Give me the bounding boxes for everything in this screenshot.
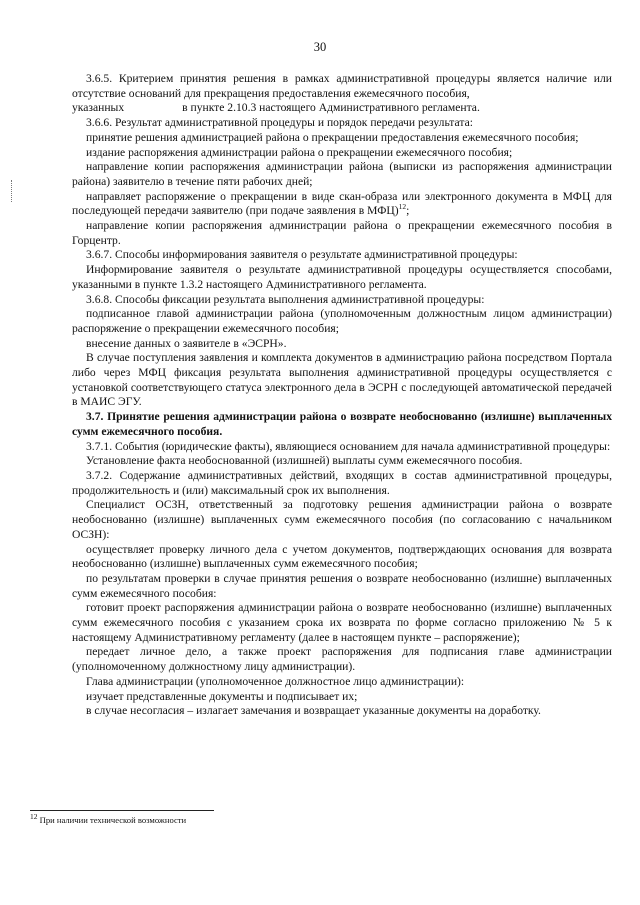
paragraph: в случае несогласия – излагает замечания и возвращает указанные документы на доработку. bbox=[86, 704, 541, 718]
paragraph bbox=[72, 190, 612, 219]
paragraph: 3.6.5. Критерием принятия решения в рамках административной процедуры является наличие или отсутствие оснований для прекращения предоставления ежемесячного пособия, bbox=[72, 72, 612, 100]
footnote bbox=[30, 812, 187, 826]
paragraph: Информирование заявителя о результате административной процедуры осуществляется способами, указанными в пункте 1.3.2 настоящего Административного регламента. bbox=[72, 263, 612, 291]
paragraph: 3.7.1. События (юридические факты), являющиеся основанием для начала административной процедуры: bbox=[86, 439, 611, 453]
paragraph: внесение данных о заявителе в «ЭСРН». bbox=[86, 336, 287, 350]
paragraph-text: в пункте 2.10.3 настоящего Административного регламента. bbox=[182, 101, 480, 115]
paragraph: 3.6.7. Способы информирования заявителя о результате административной процедуры: bbox=[86, 248, 518, 262]
footnote-ref: 12 bbox=[398, 202, 407, 212]
paragraph-text: ; bbox=[406, 204, 410, 218]
paragraph: готовит проект распоряжения администрации района о возврате необоснованно (излишне) выплаченных сумм ежемесячного пособия с указанием срока их возврата по форме согласно приложению № 5 к настоящему Административному регламенту (далее в настоящем пункте – распоряжение); bbox=[72, 601, 612, 644]
paragraph: подписанное главой администрации района (уполномоченным должностным лицом администрации) распоряжение о прекращении ежемесячного пособия; bbox=[72, 307, 612, 335]
margin-mark bbox=[11, 180, 13, 202]
paragraph: издание распоряжения администрации района о прекращении ежемесячного пособия; bbox=[86, 145, 513, 159]
paragraph: по результатам проверки в случае принятия решения о возврате необоснованно (излишне) выплаченных сумм ежемесячного пособия: bbox=[72, 571, 612, 600]
paragraph: направление копии распоряжения администрации района о прекращении ежемесячного пособия в Горцентр. bbox=[72, 219, 612, 247]
paragraph: принятие решения администрацией района о прекращении предоставления ежемесячного пособия; bbox=[86, 130, 579, 144]
paragraph-text: указанных bbox=[72, 101, 125, 115]
paragraph-text: направляет распоряжение о прекращении в виде скан-образа или электронного документа в МФЦ для последующей передачи заявителю (при подаче заявления в МФЦ) bbox=[72, 189, 612, 218]
paragraph: 3.6.6. Результат административной процедуры и порядок передачи результата: bbox=[86, 116, 473, 130]
paragraph: передает личное дело, а также проект распоряжения для подписания главе администрации (уполномоченному должностному лицу администрации). bbox=[72, 645, 612, 674]
footnote-divider bbox=[30, 810, 214, 811]
footnote-text: При наличии технической возможности bbox=[37, 815, 187, 825]
paragraph: осуществляет проверку личного дела с учетом документов, подтверждающих основания для возврата необоснованно (излишне) выплаченных сумм ежемесячного пособия; bbox=[72, 542, 612, 571]
paragraph: Установление факта необоснованной (излишней) выплаты сумм ежемесячного пособия. bbox=[86, 454, 523, 468]
paragraph: направление копии распоряжения администрации района (выписки из распоряжения администрации района) заявителю в течение пяти рабочих дней; bbox=[72, 160, 612, 188]
section-heading: 3.7. Принятие решения администрации района о возврате необоснованно (излишне) выплаченных сумм ежемесячного пособия. bbox=[72, 410, 612, 438]
paragraph: 3.7.2. Содержание административных действий, входящих в состав административной процедуры, продолжительность и (или) максимальный срок их выполнения. bbox=[72, 468, 612, 497]
document-body bbox=[72, 72, 612, 719]
paragraph: Специалист ОСЗН, ответственный за подготовку решения администрации района о возврате необоснованно (излишне) выплаченных сумм ежемесячного пособия (по согласованию с начальником ОСЗН): bbox=[72, 498, 612, 541]
page-number: 30 bbox=[313, 40, 327, 54]
paragraph bbox=[72, 101, 612, 116]
paragraph: Глава администрации (уполномоченное должностное лицо администрации): bbox=[86, 674, 465, 688]
footnote-marker: 12 bbox=[30, 812, 38, 822]
paragraph: 3.6.8. Способы фиксации результата выполнения административной процедуры: bbox=[86, 292, 485, 306]
paragraph: В случае поступления заявления и комплекта документов в администрацию района посредством Портала либо через МФЦ фиксация результата выполнения административной процедуры осуществляется с установкой соответствующего статуса электронного дела в ЭСРН с последующей автоматической передачей в МАИС ЭГУ. bbox=[72, 351, 612, 409]
paragraph: изучает представленные документы и подписывает их; bbox=[86, 689, 358, 703]
